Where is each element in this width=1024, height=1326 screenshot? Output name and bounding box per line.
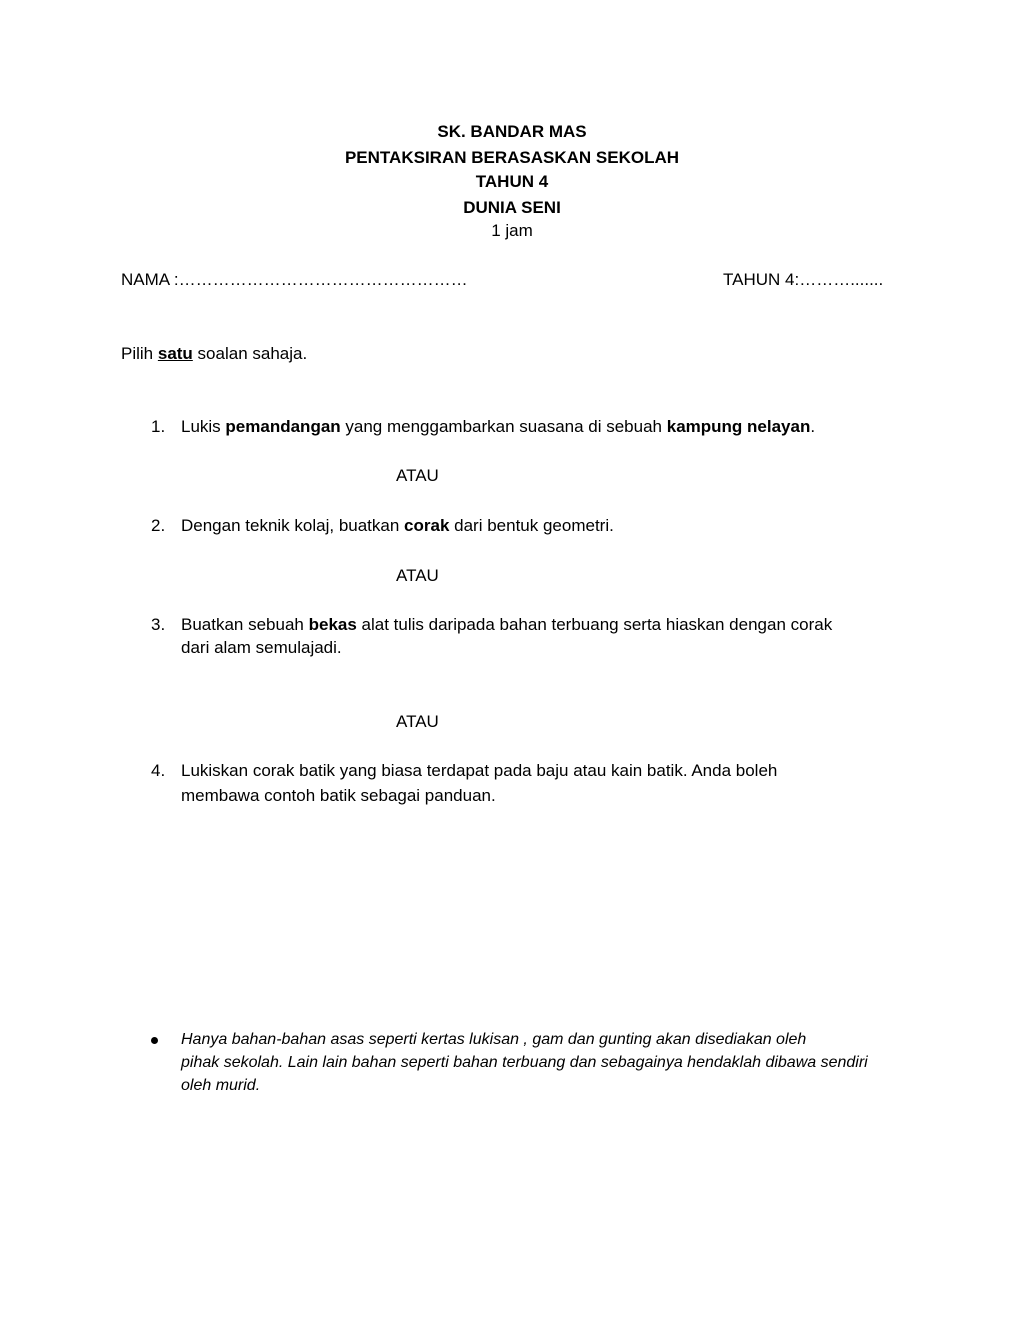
name-label: NAMA :…………………………………………… [121,270,468,289]
text-run: membawa contoh batik sebagai panduan. [181,786,496,805]
instruction-text-post: soalan sahaja. [192,344,308,363]
bold-text-run: kampung nelayan [666,417,811,436]
text-run: Lukiskan corak batik yang biasa terdapat pada baju atau kain batik. Anda boleh [181,761,778,780]
question-3-line-1 [181,614,832,636]
text-run: . [810,417,816,436]
class-label: TAHUN 4:………....... [723,270,884,289]
question-number: 4. [151,761,166,780]
instruction [121,343,307,365]
bold-text-run: pemandangan [225,417,341,436]
question-3-line-2 [181,637,342,659]
bullet-icon [151,1037,158,1044]
year-title: TAHUN 4 [475,172,549,191]
class-field[interactable] [723,269,883,291]
text-run: dari bentuk geometri. [449,516,614,535]
school-name: SK. BANDAR MAS [437,122,587,141]
question-number: 1. [151,417,166,436]
note-line-1: Hanya bahan-bahan asas seperti kertas lukisan , gam dan gunting akan disediakan oleh [181,1031,807,1048]
text-run: Buatkan sebuah [181,615,309,634]
subject-title: DUNIA SENI [463,198,561,217]
question-number: 3. [151,615,166,634]
question-2-line-1 [181,515,614,537]
question-4-line-1 [181,760,777,782]
duration-text: 1 jam [491,221,533,240]
text-run: alat tulis daripada bahan terbuang serta hiaskan dengan corak [356,615,833,634]
assessment-title: PENTAKSIRAN BERASASKAN SEKOLAH [344,148,680,167]
separator-atau: ATAU [396,566,439,585]
instruction-text-pre: Pilih [121,344,158,363]
question-1-line-1 [181,416,815,438]
text-run: yang menggambarkan suasana di sebuah [340,417,667,436]
name-field[interactable] [121,269,468,291]
note-line-2: pihak sekolah. Lain lain bahan seperti bahan terbuang dan sebagainya hendaklah dibawa sendiri [181,1054,868,1071]
text-run: Dengan teknik kolaj, buatkan [181,516,405,535]
question-number: 2. [151,516,166,535]
question-4-line-2 [181,785,496,807]
separator-atau: ATAU [396,712,439,731]
separator-atau: ATAU [396,466,439,485]
text-run: Lukis [181,417,226,436]
bold-text-run: bekas [308,615,357,634]
text-run: dari alam semulajadi. [181,638,342,657]
bold-text-run: corak [404,516,450,535]
note-line-3: oleh murid. [181,1077,261,1094]
instruction-emphasis: satu [157,344,193,363]
